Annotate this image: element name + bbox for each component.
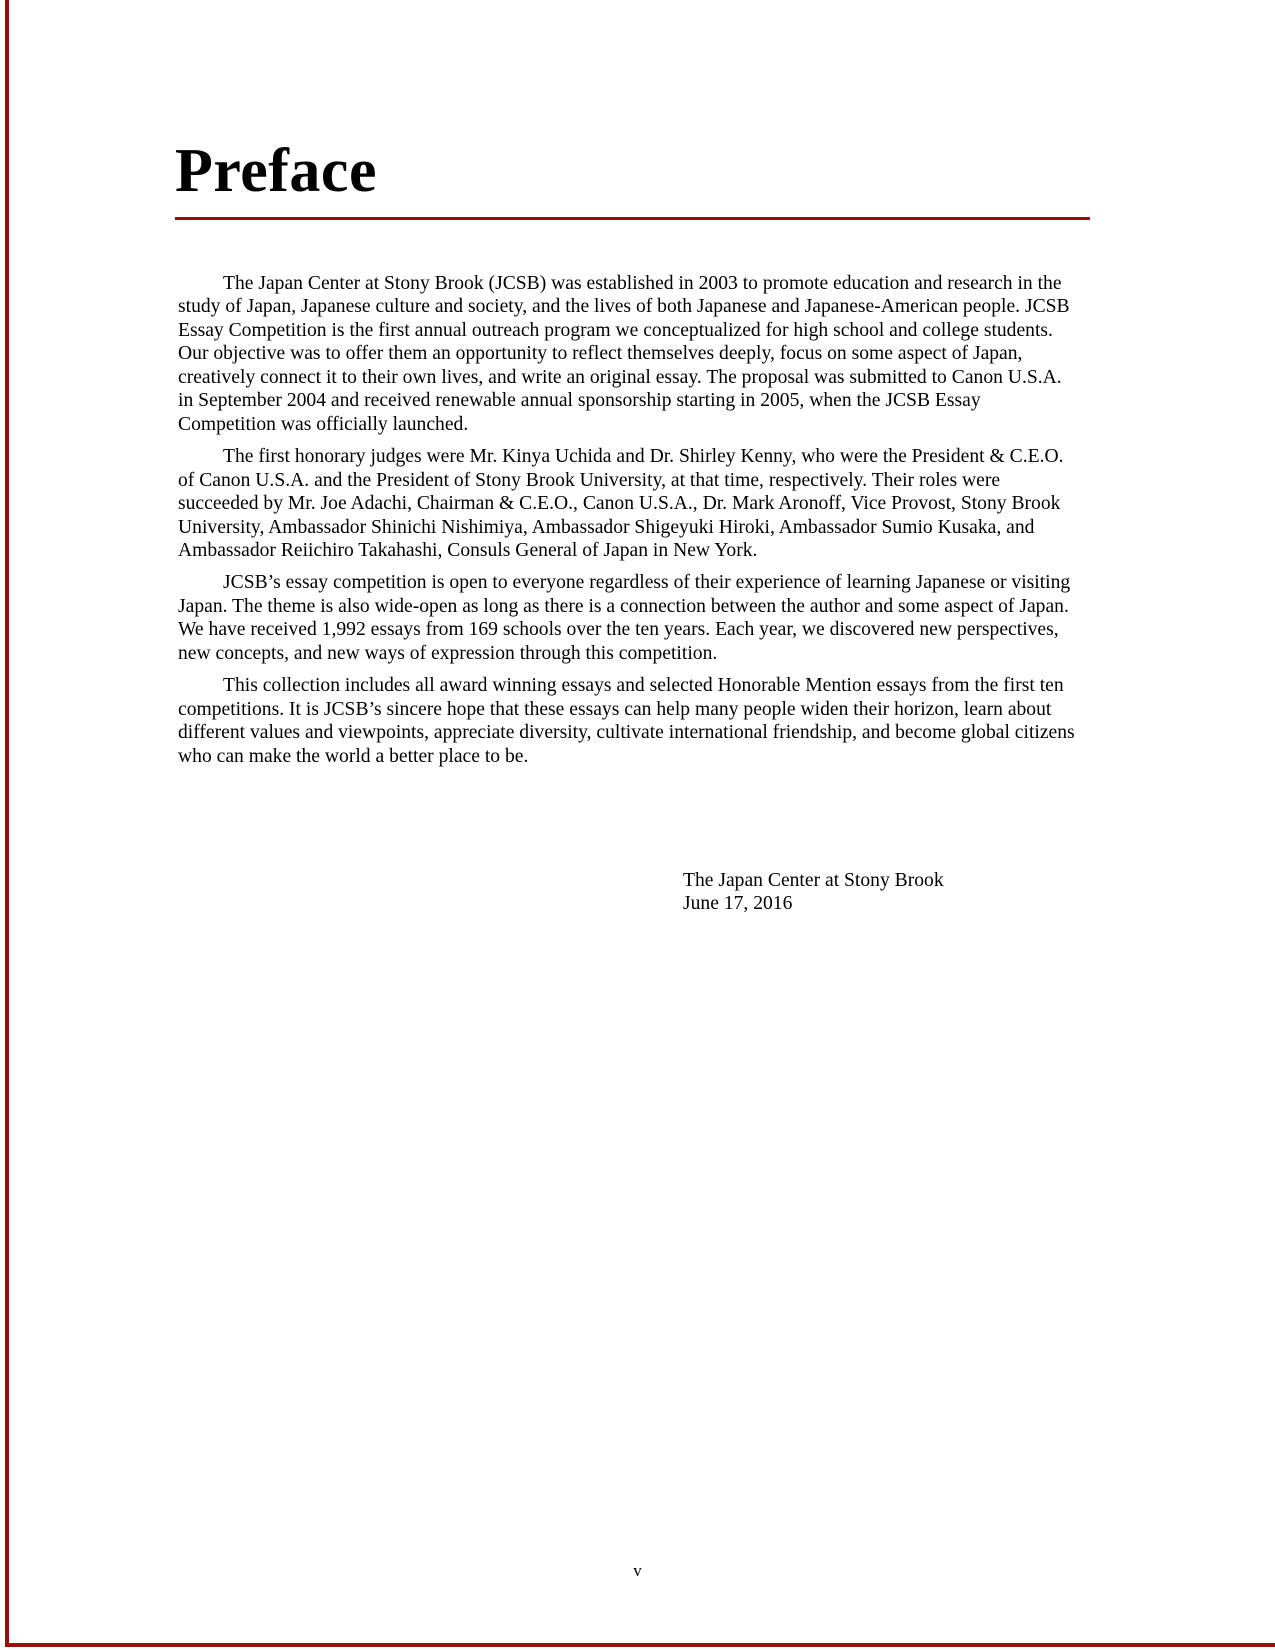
page-border-bottom (5, 1643, 1275, 1647)
preface-paragraph-4: This collection includes all award winning essays and selected Honorable Mention essays from the first ten competitions. It is JCSB’s sincere hope that these essays can help many people widen their horizon, learn about different values and viewpoints, appreciate diversity, cultivate international friendship, and become global citizens who can make the world a better place to be. (178, 675, 1075, 767)
preface-paragraph-1: The Japan Center at Stony Brook (JCSB) was established in 2003 to promote education and research in the study of Japan, Japanese culture and society, and the lives of both Japanese and Japanese-American people. JCSB Essay Competition is the first annual outreach program we conceptualized for high school and college students. Our objective was to offer them an opportunity to reflect themselves deeply, focus on some aspect of Japan, creatively connect it to their own lives, and write an original essay. The proposal was submitted to Canon U.S.A. in September 2004 and received renewable annual sponsorship starting in 2005, when the JCSB Essay Competition was officially launched. (178, 273, 1070, 435)
preface-paragraph-3: JCSB’s essay competition is open to everyone regardless of their experience of learning Japanese or visiting Japan. The theme is also wide-open as long as there is a connection between the author and some aspect of Japan. We have received 1,992 essays from 169 schools over the ten years. Each year, we discovered new perspectives, new concepts, and new ways of expression through this competition. (178, 572, 1071, 664)
preface-paragraph-2: The first honorary judges were Mr. Kinya Uchida and Dr. Shirley Kenny, who were the President & C.E.O. of Canon U.S.A. and the President of Stony Brook University, at that time, respectively. Their roles were succeeded by Mr. Joe Adachi, Chairman & C.E.O., Canon U.S.A., Dr. Mark Aronoff, Vice Provost, Stony Brook University, Ambassador Shinichi Nishimiya, Ambassador Shigeyuki Hiroki, Ambassador Sumio Kusaka, and Ambassador Reiichiro Takahashi, Consuls General of Japan in New York. (178, 446, 1064, 561)
page-title: Preface (175, 137, 377, 205)
signature-block (683, 869, 944, 916)
page-border-left (5, 0, 9, 1647)
signature-date: June 17, 2016 (683, 893, 793, 915)
page-number: v (633, 1561, 642, 1580)
signature-organization: The Japan Center at Stony Brook (683, 870, 944, 891)
preface-body (178, 272, 1078, 777)
title-underline-rule (175, 217, 1090, 220)
